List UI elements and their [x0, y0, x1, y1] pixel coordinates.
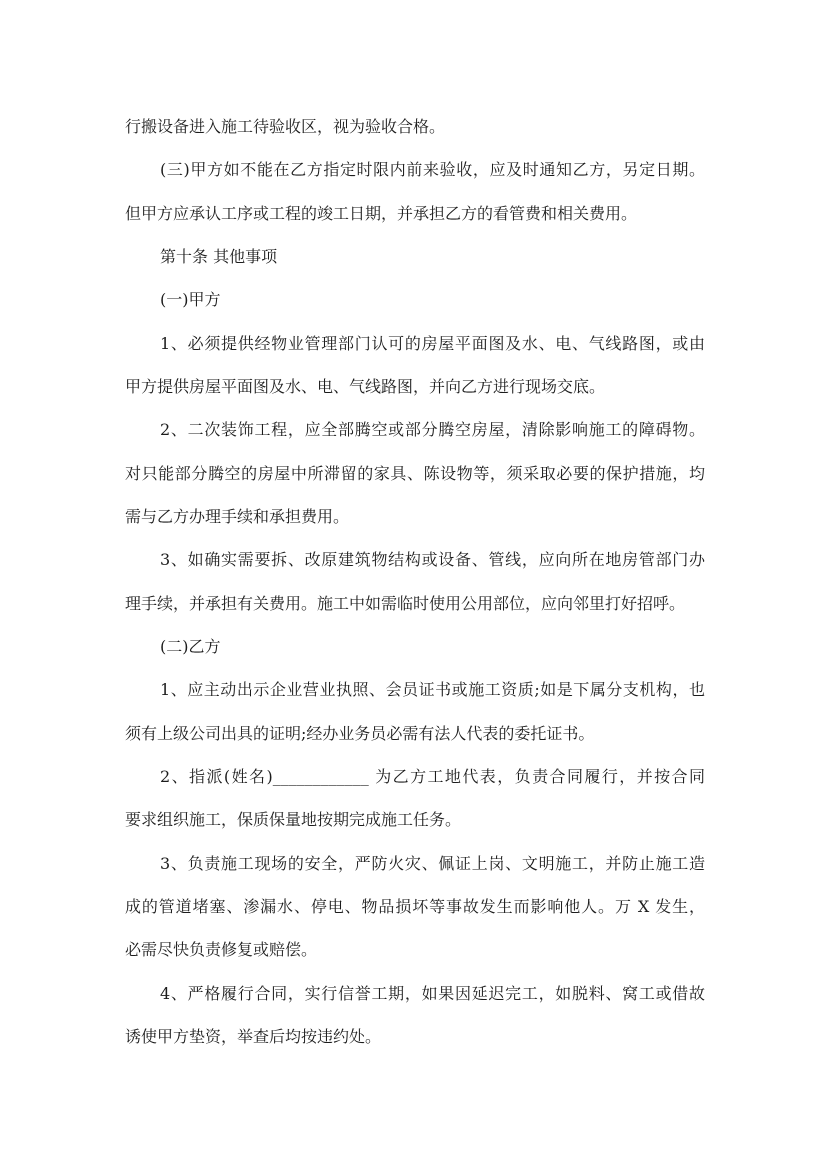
paragraph-party-b-item-4 [125, 972, 705, 1059]
paragraph-line: 需与乙方办理手续和承担费用。 [125, 506, 350, 526]
paragraph-line: (三)甲方如不能在乙方指定时限内前来验收，应及时通知乙方，另定日期。 [160, 160, 705, 180]
paragraph-line: 对只能部分腾空的房屋中所滞留的家具、陈设物等，须采取必要的保护措施，均 [125, 463, 705, 483]
paragraph-clause-3-acceptance [125, 148, 705, 235]
paragraph-line: 4、严格履行合同，实行信誉工期，如果因延迟完工，如脱料、窝工或借故 [160, 983, 705, 1003]
paragraph-line: 诱使甲方垫资，举查后均按违约处。 [125, 1026, 382, 1046]
paragraph-party-a-item-2 [125, 408, 705, 538]
paragraph-party-b-item-2 [125, 755, 705, 842]
paragraph-party-a-item-1 [125, 322, 705, 409]
paragraph-line: 3、如确实需要拆、改原建筑物结构或设备、管线，应向所在地房管部门办 [160, 550, 705, 570]
paragraph-party-a-item-3 [125, 538, 705, 625]
paragraph-line: 3、负责施工现场的安全，严防火灾、佩证上岗、文明施工，并防止施工造 [160, 853, 705, 873]
article-title: 第十条 其他事项 [160, 246, 278, 266]
paragraph-party-b-item-1 [125, 668, 705, 755]
document-body [125, 105, 705, 1058]
paragraph-line: 须有上级公司出具的证明;经办业务员必需有法人代表的委托证书。 [125, 723, 595, 743]
paragraph-line: 2、指派(姓名)____________ 为乙方工地代表，负责合同履行，并按合同 [160, 766, 705, 786]
paragraph-line: 2、二次装饰工程，应全部腾空或部分腾空房屋，清除影响施工的障碍物。 [160, 420, 705, 440]
paragraph-party-b-item-3 [125, 842, 705, 972]
paragraph-line: 理手续，并承担有关费用。施工中如需临时使用公用部位，应向邻里打好招呼。 [125, 593, 686, 613]
paragraph-line: 1、必须提供经物业管理部门认可的房屋平面图及水、电、气线路图，或由 [160, 333, 705, 353]
section-heading-party-a [125, 278, 705, 321]
paragraph-line: 要求组织施工，保质保量地按期完成施工任务。 [125, 810, 462, 830]
paragraph-line: 1、应主动出示企业营业执照、会员证书或施工资质;如是下属分支机构，也 [160, 680, 705, 700]
paragraph-line: 必需尽快负责修复或赔偿。 [125, 940, 318, 960]
paragraph-line: 甲方提供房屋平面图及水、电、气线路图，并向乙方进行现场交底。 [125, 376, 606, 396]
paragraph-line: 成的管道堵塞、渗漏水、停电、物品损坏等事故发生而影响他人。万 X 发生， [125, 896, 705, 916]
paragraph-line: 行搬设备进入施工待验收区，视为验收合格。 [125, 117, 446, 136]
section-heading-party-b [125, 625, 705, 668]
paragraph-line: 但甲方应承认工序或工程的竣工日期，并承担乙方的看管费和相关费用。 [125, 203, 638, 223]
article-heading [125, 235, 705, 278]
section-title: (一)甲方 [160, 290, 221, 310]
paragraph-continuation [125, 105, 705, 148]
section-title: (二)乙方 [160, 636, 221, 656]
